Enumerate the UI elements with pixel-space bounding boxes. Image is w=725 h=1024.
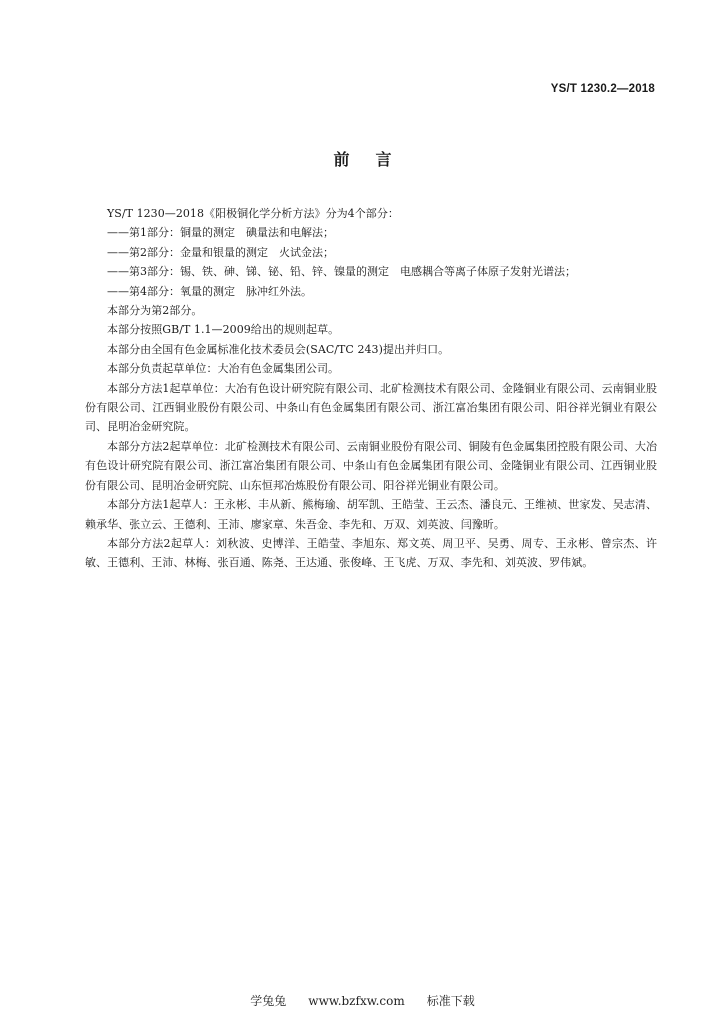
footer-url[interactable]: www.bzfxw.com [308,994,405,1008]
method1-units-paragraph: 本部分方法1起草单位：大冶有色设计研究院有限公司、北矿检测技术有限公司、金隆铜业有限公司、云南铜业股份有限公司、江西铜业股份有限公司、中条山有色金属集团有限公司、浙江富冶集团有限公司、阳谷祥光铜业有限公司、昆明冶金研究院。 [85,381,657,434]
footer-tagline: 标准下载 [426,994,475,1008]
page-title: 前言 [333,150,418,169]
part-list-item: ——第4部分：氧量的测定 脉冲红外法。 [107,284,312,298]
part-list-item: ——第1部分：铜量的测定 碘量法和电解法； [107,226,334,240]
drafting-rule-paragraph: 本部分按照GB/T 1.1—2009给出的规则起草。 [107,323,340,337]
responsible-unit-paragraph: 本部分负责起草单位：大冶有色金属集团公司。 [107,362,340,376]
method2-units-paragraph: 本部分方法2起草单位：北矿检测技术有限公司、云南铜业股份有限公司、铜陵有色金属集团控股有限公司、大冶有色设计研究院有限公司、浙江富冶集团有限公司、中条山有色金属集团有限公司、金隆铜业有限公司、江西铜业股份有限公司、昆明冶金研究院、山东恒邦冶炼股份有限公司、阳谷祥光铜业有限公司。 [85,439,657,492]
method2-drafters-paragraph: 本部分方法2起草人：刘秋波、史博洋、王皓莹、李旭东、郑文英、周卫平、吴勇、周专、王永彬、曾宗杰、许敏、王德利、王沛、林梅、张百通、陈尧、王达通、张俊峰、王飞虎、万双、李先和、刘英波、罗伟斌。 [85,536,657,570]
standard-code: YS/T 1230.2—2018 [550,83,655,95]
intro-paragraph: YS/T 1230—2018《阳极铜化学分析方法》分为4个部分： [107,207,399,220]
method1-drafters-paragraph: 本部分方法1起草人：王永彬、丰从新、熊梅瑜、胡军凯、王皓莹、王云杰、潘良元、王维祯、世家发、吴志清、赖承华、张立云、王德利、王沛、廖家章、朱吾金、李先和、万双、刘英波、闫豫昕。 [85,498,657,531]
footer-watermark [0,992,725,1009]
part-list-item: ——第3部分：锡、铁、砷、锑、铋、铅、锌、镍量的测定 电感耦合等离子体原子发射光谱法； [107,265,576,279]
foreword-body [85,204,657,573]
part-number-paragraph: 本部分为第2部分。 [107,304,203,318]
part-list-item: ——第2部分：金量和银量的测定 火试金法； [107,245,334,259]
proposer-paragraph: 本部分由全国有色金属标准化技术委员会(SAC/TC 243)提出并归口。 [107,342,450,356]
footer-site-name: 学兔兔 [250,994,287,1008]
